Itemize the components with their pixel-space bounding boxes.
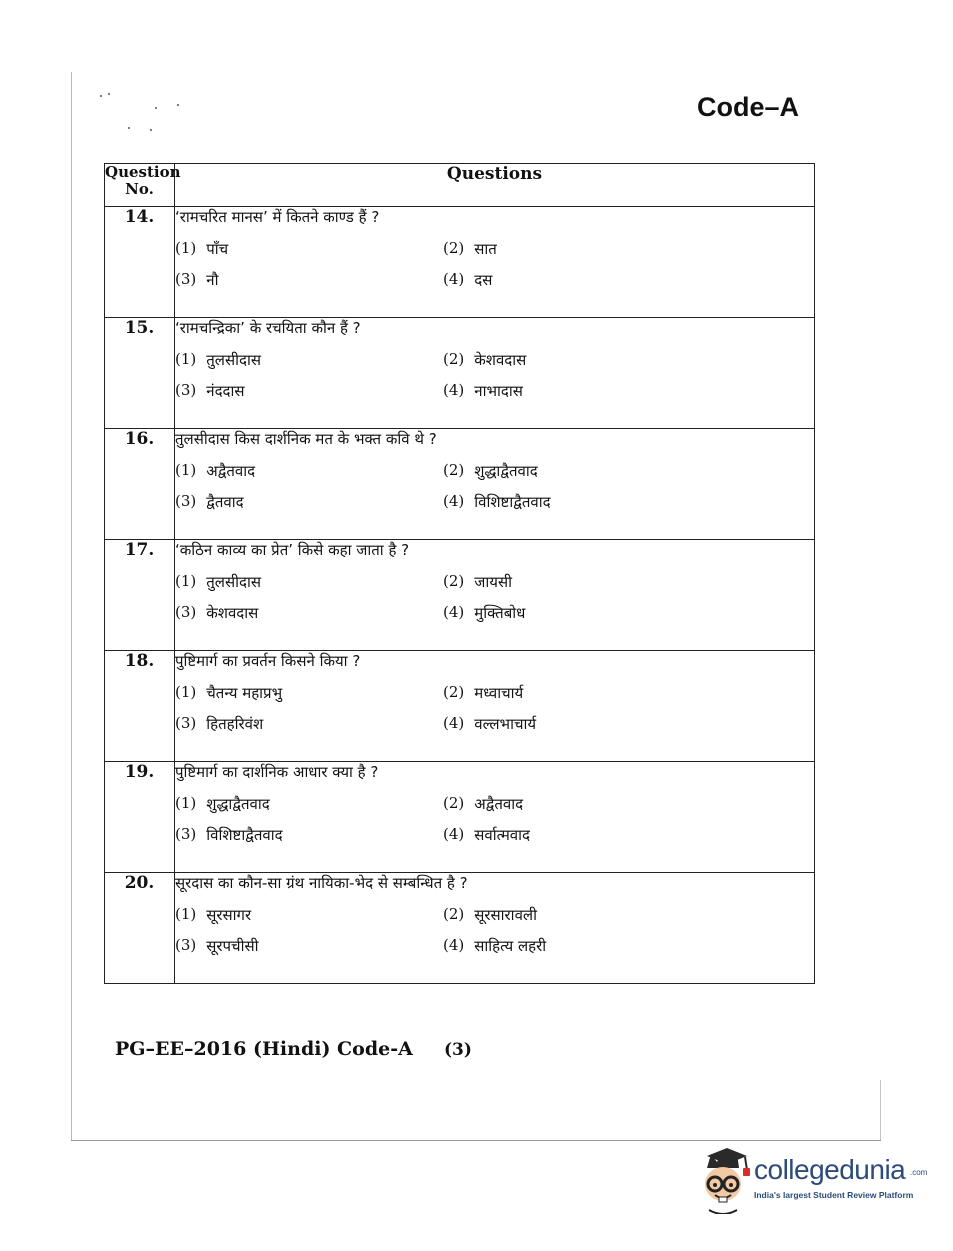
option-number: (1) <box>175 794 197 812</box>
question-text: पुष्टिमार्ग का प्रवर्तन किसने किया ? <box>175 652 361 670</box>
scan-speck <box>150 129 152 131</box>
question-text: ‘रामचन्द्रिका’ के रचयिता कौन हैं ? <box>175 319 361 337</box>
option-text: शुद्धाद्वैतवाद <box>474 462 538 480</box>
header-question-no: Question No. <box>105 164 175 207</box>
question-body <box>175 873 815 984</box>
option-text: वल्लभाचार्य <box>474 715 537 733</box>
option-text: नंददास <box>206 382 245 400</box>
answer-option <box>175 492 443 512</box>
option-text: नाभादास <box>474 382 523 400</box>
scan-speck <box>128 127 130 129</box>
answer-option <box>175 350 443 370</box>
options-grid <box>175 905 814 956</box>
option-number: (3) <box>175 936 197 954</box>
options-grid <box>175 350 814 401</box>
answer-option <box>175 936 443 956</box>
question-text: सूरदास का कौन-सा ग्रंथ नायिका-भेद से सम्बन्धित है ? <box>175 874 468 892</box>
scan-speck <box>155 107 157 109</box>
question-row <box>105 762 815 873</box>
option-number: (2) <box>443 461 465 479</box>
option-number: (3) <box>175 603 197 621</box>
option-text: विशिष्टाद्वैतवाद <box>206 826 283 844</box>
option-number: (2) <box>443 794 465 812</box>
answer-option <box>175 683 443 703</box>
question-number: 16. <box>105 429 175 540</box>
option-text: जायसी <box>474 573 512 591</box>
question-number: 15. <box>105 318 175 429</box>
option-text: तुलसीदास <box>206 573 261 591</box>
question-body <box>175 540 815 651</box>
footer-paper-code: PG–EE–2016 (Hindi) Code-A <box>115 1038 413 1060</box>
option-number: (1) <box>175 572 197 590</box>
option-number: (4) <box>443 714 465 732</box>
question-text: ‘कठिन काव्य का प्रेत’ किसे कहा जाता है ? <box>175 541 410 559</box>
question-row <box>105 651 815 762</box>
option-number: (3) <box>175 270 197 288</box>
option-number: (4) <box>443 381 465 399</box>
collegedunia-logo <box>697 1148 927 1214</box>
answer-option <box>175 794 443 814</box>
option-number: (3) <box>175 381 197 399</box>
option-text: पाँच <box>206 240 229 258</box>
options-grid <box>175 572 814 623</box>
answer-option <box>443 603 703 623</box>
option-number: (2) <box>443 239 465 257</box>
page-bottom-line <box>71 1140 881 1141</box>
question-body <box>175 429 815 540</box>
option-text: मध्वाचार्य <box>474 684 524 702</box>
option-text: अद्वैतवाद <box>206 462 256 480</box>
option-text: हितहरिवंश <box>206 715 264 733</box>
answer-option <box>175 239 443 259</box>
option-text: अद्वैतवाद <box>474 795 524 813</box>
option-number: (4) <box>443 936 465 954</box>
option-number: (3) <box>175 825 197 843</box>
answer-option <box>443 936 703 956</box>
options-grid <box>175 461 814 512</box>
scan-speck <box>100 95 102 97</box>
option-text: दस <box>474 271 493 289</box>
scan-speck <box>177 104 179 106</box>
code-title: Code–A <box>697 92 800 122</box>
option-number: (1) <box>175 905 197 923</box>
question-number: 19. <box>105 762 175 873</box>
option-text: साहित्य लहरी <box>474 937 547 955</box>
answer-option <box>175 905 443 925</box>
option-number: (1) <box>175 239 197 257</box>
question-number: 18. <box>105 651 175 762</box>
question-number: 17. <box>105 540 175 651</box>
option-number: (2) <box>443 350 465 368</box>
option-number: (2) <box>443 905 465 923</box>
question-row <box>105 540 815 651</box>
question-number: 14. <box>105 207 175 318</box>
option-text: चैतन्य महाप्रभु <box>206 684 283 702</box>
answer-option <box>443 905 703 925</box>
option-text: केशवदास <box>206 604 259 622</box>
student-mascot-icon <box>697 1148 753 1214</box>
table-header-row <box>105 164 815 207</box>
option-text: द्वैतवाद <box>206 493 244 511</box>
logo-name: collegedunia <box>754 1154 906 1185</box>
option-number: (3) <box>175 492 197 510</box>
question-body <box>175 318 815 429</box>
answer-option <box>443 350 703 370</box>
answer-option <box>443 270 703 290</box>
answer-option <box>443 461 703 481</box>
option-text: नौ <box>206 271 219 289</box>
question-text: तुलसीदास किस दार्शनिक मत के भक्त कवि थे ? <box>175 430 437 448</box>
option-number: (1) <box>175 350 197 368</box>
question-text: ‘रामचरित मानस’ में कितने काण्ड हैं ? <box>175 208 380 226</box>
option-text: सात <box>474 240 497 258</box>
answer-option <box>443 572 703 592</box>
page-number: (3) <box>444 1040 472 1060</box>
options-grid <box>175 239 814 290</box>
answer-option <box>443 714 703 734</box>
answer-option <box>443 794 703 814</box>
header-questions: Questions <box>175 164 815 207</box>
option-number: (2) <box>443 572 465 590</box>
option-text: सर्वात्मवाद <box>474 826 530 844</box>
option-number: (4) <box>443 825 465 843</box>
question-body <box>175 651 815 762</box>
answer-option <box>175 603 443 623</box>
question-body <box>175 207 815 318</box>
option-text: केशवदास <box>474 351 527 369</box>
answer-option <box>175 461 443 481</box>
option-number: (4) <box>443 270 465 288</box>
option-number: (4) <box>443 492 465 510</box>
option-text: सूरपचीसी <box>206 937 259 955</box>
question-row <box>105 429 815 540</box>
option-text: तुलसीदास <box>206 351 261 369</box>
logo-tagline: India's largest Student Review Platform <box>754 1190 914 1200</box>
page-right-line <box>880 1080 881 1140</box>
scan-speck <box>108 93 110 95</box>
question-body <box>175 762 815 873</box>
answer-option <box>443 239 703 259</box>
page-margin-line <box>71 72 72 1140</box>
option-text: मुक्तिबोध <box>474 604 526 622</box>
answer-option <box>443 825 703 845</box>
question-row <box>105 207 815 318</box>
answer-option <box>443 381 703 401</box>
question-row <box>105 873 815 984</box>
option-number: (1) <box>175 683 197 701</box>
answer-option <box>175 270 443 290</box>
logo-suffix: .com <box>910 1168 928 1177</box>
options-grid <box>175 794 814 845</box>
option-text: सूरसागर <box>206 906 252 924</box>
option-number: (4) <box>443 603 465 621</box>
answer-option <box>443 683 703 703</box>
options-grid <box>175 683 814 734</box>
answer-option <box>443 492 703 512</box>
question-number: 20. <box>105 873 175 984</box>
question-text: पुष्टिमार्ग का दार्शनिक आधार क्या है ? <box>175 763 379 781</box>
option-text: विशिष्टाद्वैतवाद <box>474 493 551 511</box>
question-row <box>105 318 815 429</box>
option-number: (3) <box>175 714 197 732</box>
option-text: सूरसारावली <box>474 906 537 924</box>
answer-option <box>175 572 443 592</box>
answer-option <box>175 714 443 734</box>
answer-option <box>175 381 443 401</box>
option-number: (1) <box>175 461 197 479</box>
option-number: (2) <box>443 683 465 701</box>
option-text: शुद्धाद्वैतवाद <box>206 795 270 813</box>
question-table <box>104 163 815 984</box>
answer-option <box>175 825 443 845</box>
